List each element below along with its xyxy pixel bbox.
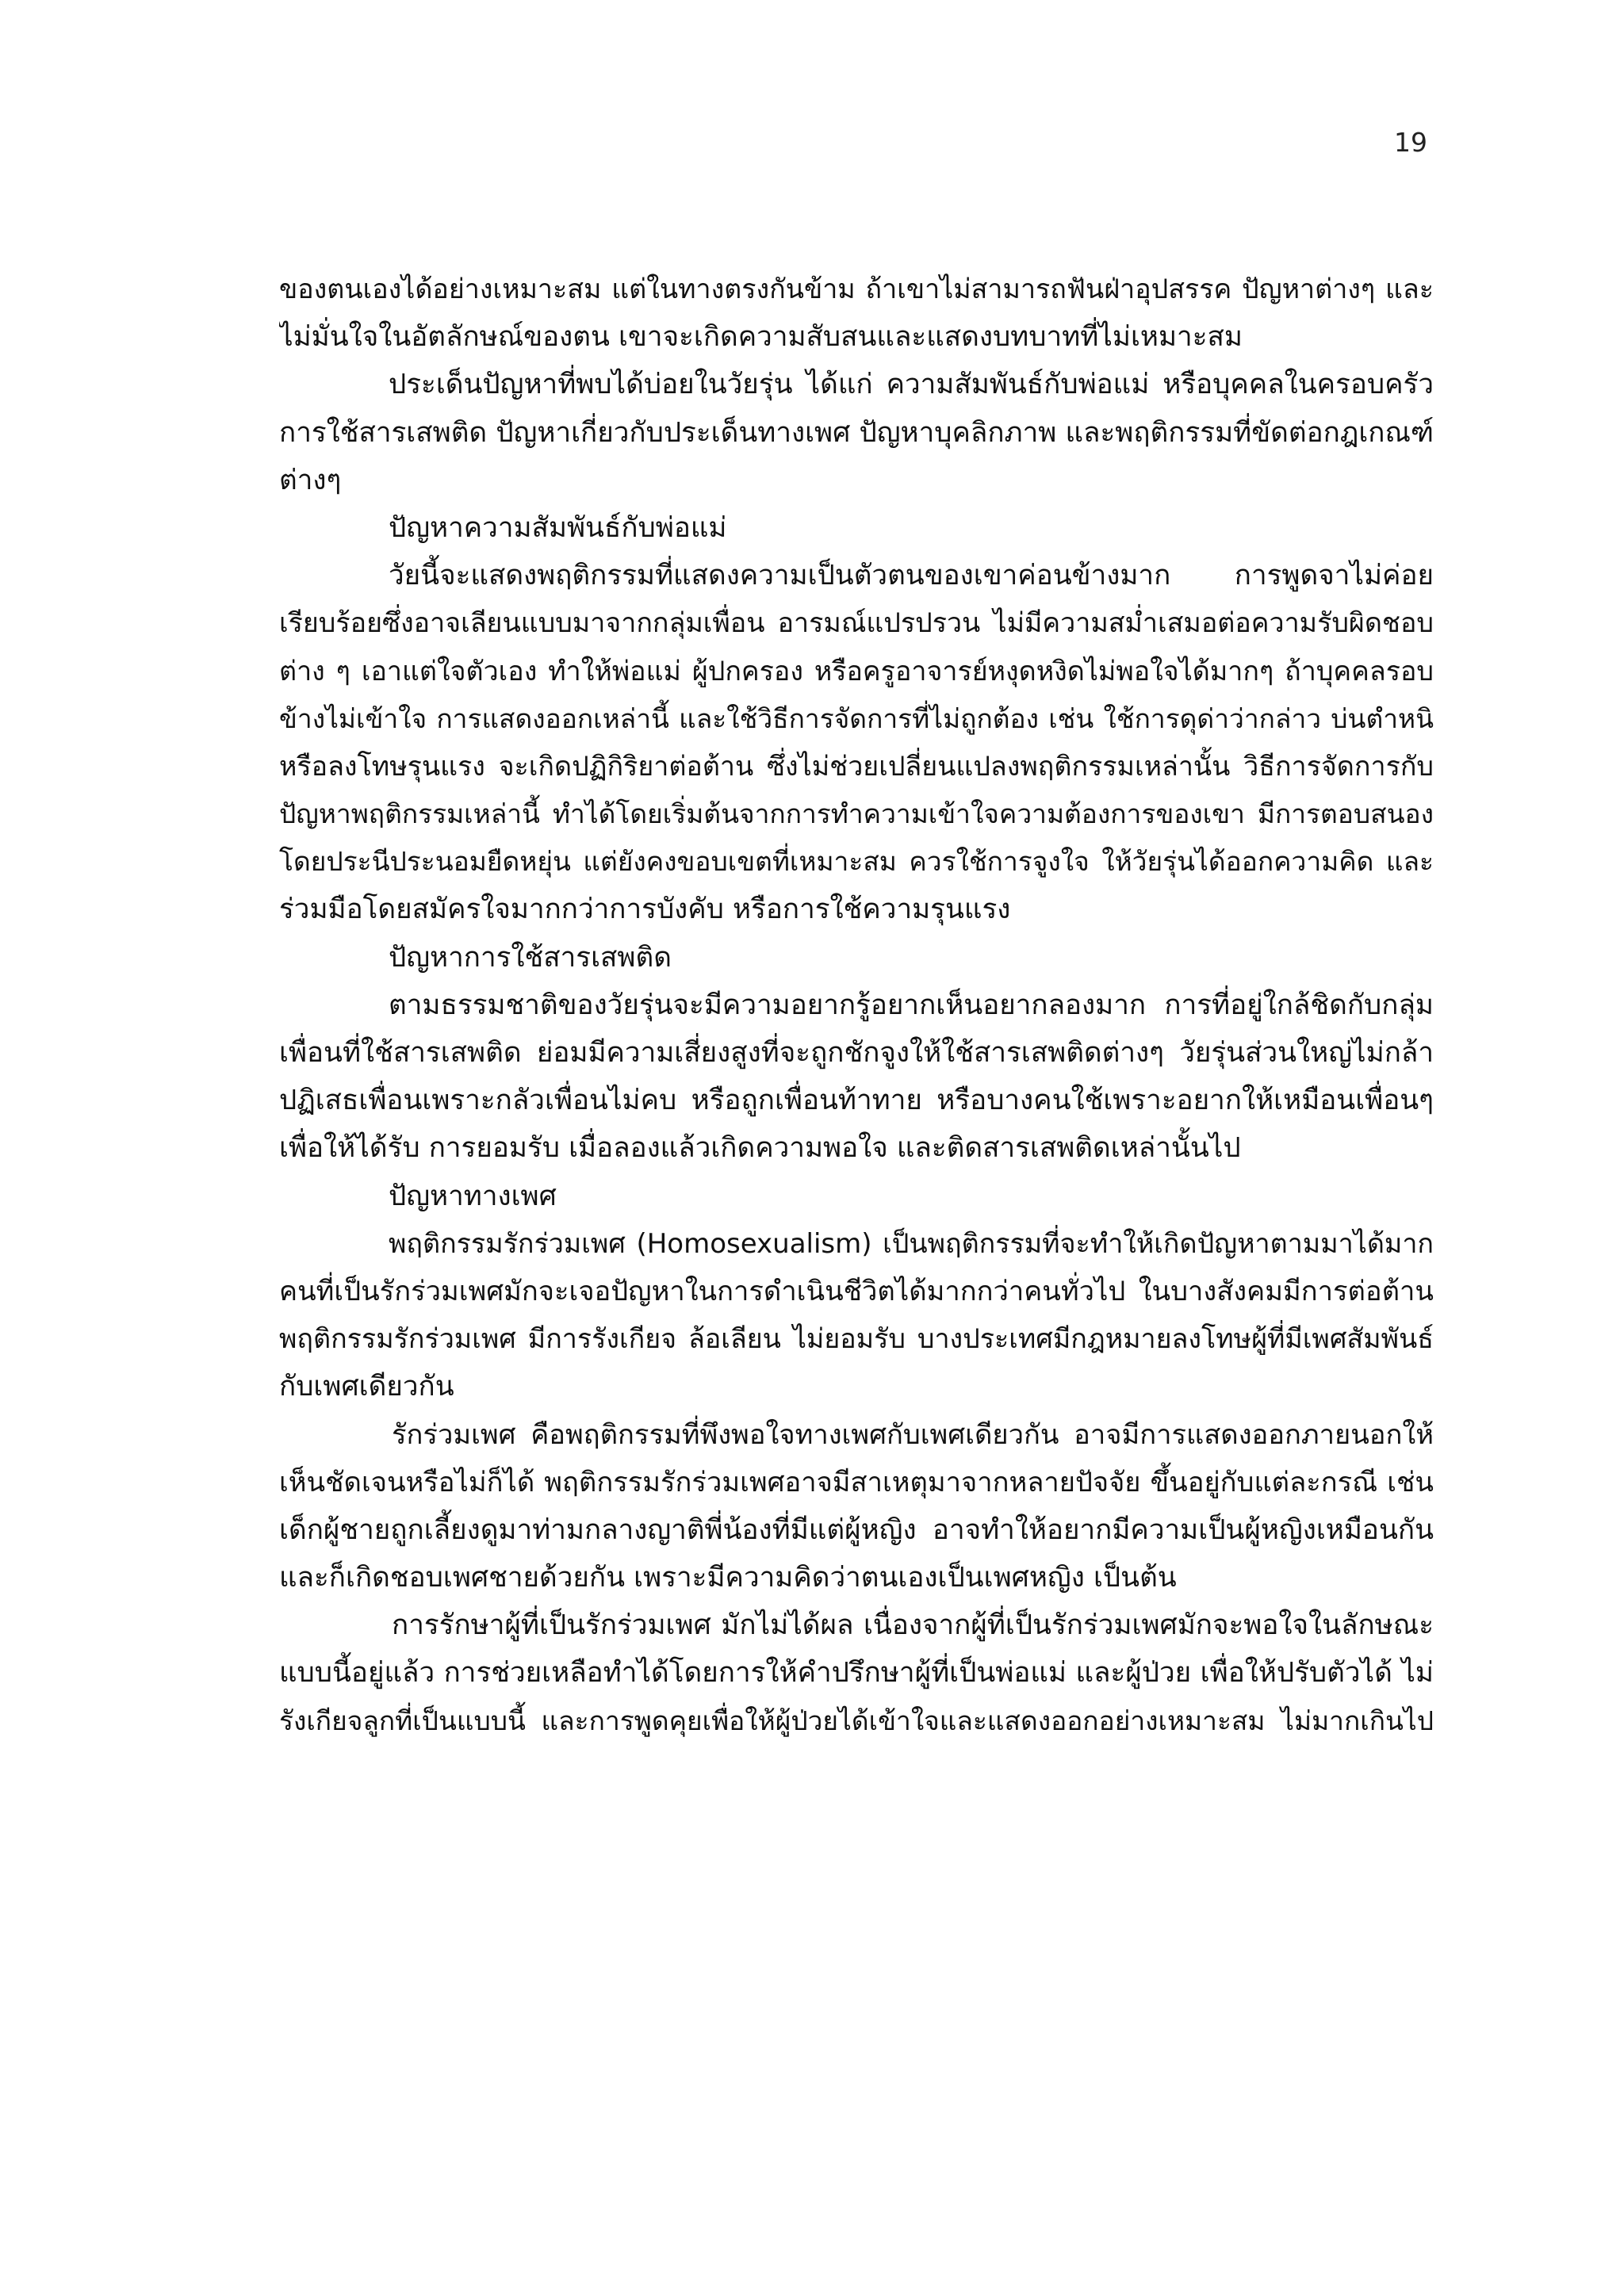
text-line: การรักษาผู้ที่เป็นรักร่วมเพศ มักไม่ได้ผล เนื่องจากผู้ที่เป็นรักร่วมเพศมักจะพอใจในลักษณะ (392, 1609, 1434, 1642)
section-heading: ปัญหาทางเพศ (389, 1180, 557, 1212)
text-line: เรียบร้อยซึ่งอาจเลียนแบบมาจากกลุ่มเพื่อน อารมณ์แปรปรวน ไม่มีความสม่ำเสมอต่อความรับผิดชอบ (279, 607, 1434, 640)
text-line: และก็เกิดชอบเพศชายด้วยกัน เพราะมีความคิดว่าตนเองเป็นเพศหญิง เป็นต้น (279, 1562, 1177, 1594)
text-line: ไม่มั่นใจในอัตลักษณ์ของตน เขาจะเกิดความสับสนและแสดงบทบาทที่ไม่เหมาะสม (279, 321, 1243, 354)
text-line: วัยนี้จะแสดงพฤติกรรมที่แสดงความเป็นตัวตนของเขาค่อนข้างมาก การพูดจาไม่ค่อย (389, 560, 1434, 592)
text-line: ข้างไม่เข้าใจ การแสดงออกเหล่านี้ และใช้วิธีการจัดการที่ไม่ถูกต้อง เช่น ใช้การดุด่าว่ากล่าว บ่นตำหนิ (279, 702, 1434, 734)
text-line: พฤติกรรมรักร่วมเพศ มีการรังเกียจ ล้อเลียน ไม่ยอมรับ บางประเทศมีกฎหมายลงโทษผู้ที่มีเพศสัมพันธ์ (279, 1323, 1434, 1356)
section-heading: ปัญหาความสัมพันธ์กับพ่อแม่ (389, 511, 727, 544)
text-line: หรือลงโทษรุนแรง จะเกิดปฏิกิริยาต่อต้าน ซึ่งไม่ช่วยเปลี่ยนแปลงพฤติกรรมเหล่านั้น วิธีการจัดการกับ (279, 750, 1434, 783)
text-line: กับเพศเดียวกัน (279, 1371, 454, 1403)
section-heading: ปัญหาการใช้สารเสพติด (389, 941, 672, 974)
body-text (279, 266, 1434, 1745)
text-line: ปัญหาพฤติกรรมเหล่านี้ ทำได้โดยเริ่มต้นจากการทำความเข้าใจความต้องการของเขา มีการตอบสนอง (279, 798, 1434, 830)
text-line: เพื่อให้ได้รับ การยอมรับ เมื่อลองแล้วเกิดความพอใจ และติดสารเสพติดเหล่านั้นไป (279, 1132, 1241, 1165)
text-line: รักร่วมเพศ คือพฤติกรรมที่พึงพอใจทางเพศกับเพศเดียวกัน อาจมีการแสดงออกภายนอกให้ (392, 1418, 1434, 1451)
text-line: เด็กผู้ชายถูกเลี้ยงดูมาท่ามกลางญาติพี่น้องที่มีแต่ผู้หญิง อาจทำให้อยากมีความเป็นผู้หญิงเหมือนกัน (279, 1513, 1434, 1546)
text-line: ของตนเองได้อย่างเหมาะสม แต่ในทางตรงกันข้าม ถ้าเขาไม่สามารถฟันฝ่าอุปสรรค ปัญหาต่างๆ และ (279, 274, 1434, 305)
page-number: 19 (1394, 127, 1427, 158)
text-line: พฤติกรรมรักร่วมเพศ (Homosexualism) เป็นพฤติกรรมที่จะทำให้เกิดปัญหาตามมาได้มาก (389, 1227, 1434, 1260)
text-line: ตามธรรมชาติของวัยรุ่นจะมีความอยากรู้อยากเห็นอยากลองมาก การที่อยู่ใกล้ชิดกับกลุ่ม (389, 989, 1434, 1021)
text-line: ต่าง ๆ เอาแต่ใจตัวเอง ทำให้พ่อแม่ ผู้ปกครอง หรือครูอาจารย์หงุดหงิดไม่พอใจได้มากๆ ถ้าบุคคลรอบ (279, 655, 1434, 687)
text-line: เพื่อนที่ใช้สารเสพติด ย่อมมีความเสี่ยงสูงที่จะถูกชักจูงให้ใช้สารเสพติดต่างๆ วัยรุ่นส่วนใหญ่ไม่กล้า (279, 1037, 1434, 1069)
text-line: ปฏิเสธเพื่อนเพราะกลัวเพื่อนไม่คบ หรือถูกเพื่อนท้าทาย หรือบางคนใช้เพราะอยากให้เหมือนเพื่อนๆ (279, 1085, 1434, 1117)
text-line: ร่วมมือโดยสมัครใจมากกว่าการบังคับ หรือการใช้ความรุนแรง (279, 894, 1011, 926)
text-line: ประเด็นปัญหาที่พบได้บ่อยในวัยรุ่น ได้แก่ ความสัมพันธ์กับพ่อแม่ หรือบุคคลในครอบครัว (389, 369, 1434, 401)
text-line: คนที่เป็นรักร่วมเพศมักจะเจอปัญหาในการดำเนินชีวิตได้มากกว่าคนทั่วไป ในบางสังคมมีการต่อต้าน (279, 1275, 1434, 1307)
text-line: เห็นชัดเจนหรือไม่ก็ได้ พฤติกรรมรักร่วมเพศอาจมีสาเหตุมาจากหลายปัจจัย ขึ้นอยู่กับแต่ละกรณี เช่น (279, 1466, 1434, 1498)
text-line: รังเกียจลูกที่เป็นแบบนี้ และการพูดคุยเพื่อให้ผู้ป่วยได้เข้าใจและแสดงออกอย่างเหมาะสม ไม่มากเกินไป (279, 1705, 1434, 1736)
text-line: การใช้สารเสพติด ปัญหาเกี่ยวกับประเด็นทางเพศ ปัญหาบุคลิกภาพ และพฤติกรรมที่ขัดต่อกฎเกณฑ์ (279, 416, 1434, 449)
text-line: แบบนี้อยู่แล้ว การช่วยเหลือทำได้โดยการให้คำปรึกษาผู้ที่เป็นพ่อแม่ และผู้ป่วย เพื่อให้ปรับตัวได้ ไม่ (279, 1657, 1434, 1689)
text-line: ต่างๆ (279, 464, 342, 496)
text-line: โดยประนีประนอมยืดหยุ่น แต่ยังคงขอบเขตที่เหมาะสม ควรใช้การจูงใจ ให้วัยรุ่นได้ออกความคิด และ (279, 846, 1434, 878)
